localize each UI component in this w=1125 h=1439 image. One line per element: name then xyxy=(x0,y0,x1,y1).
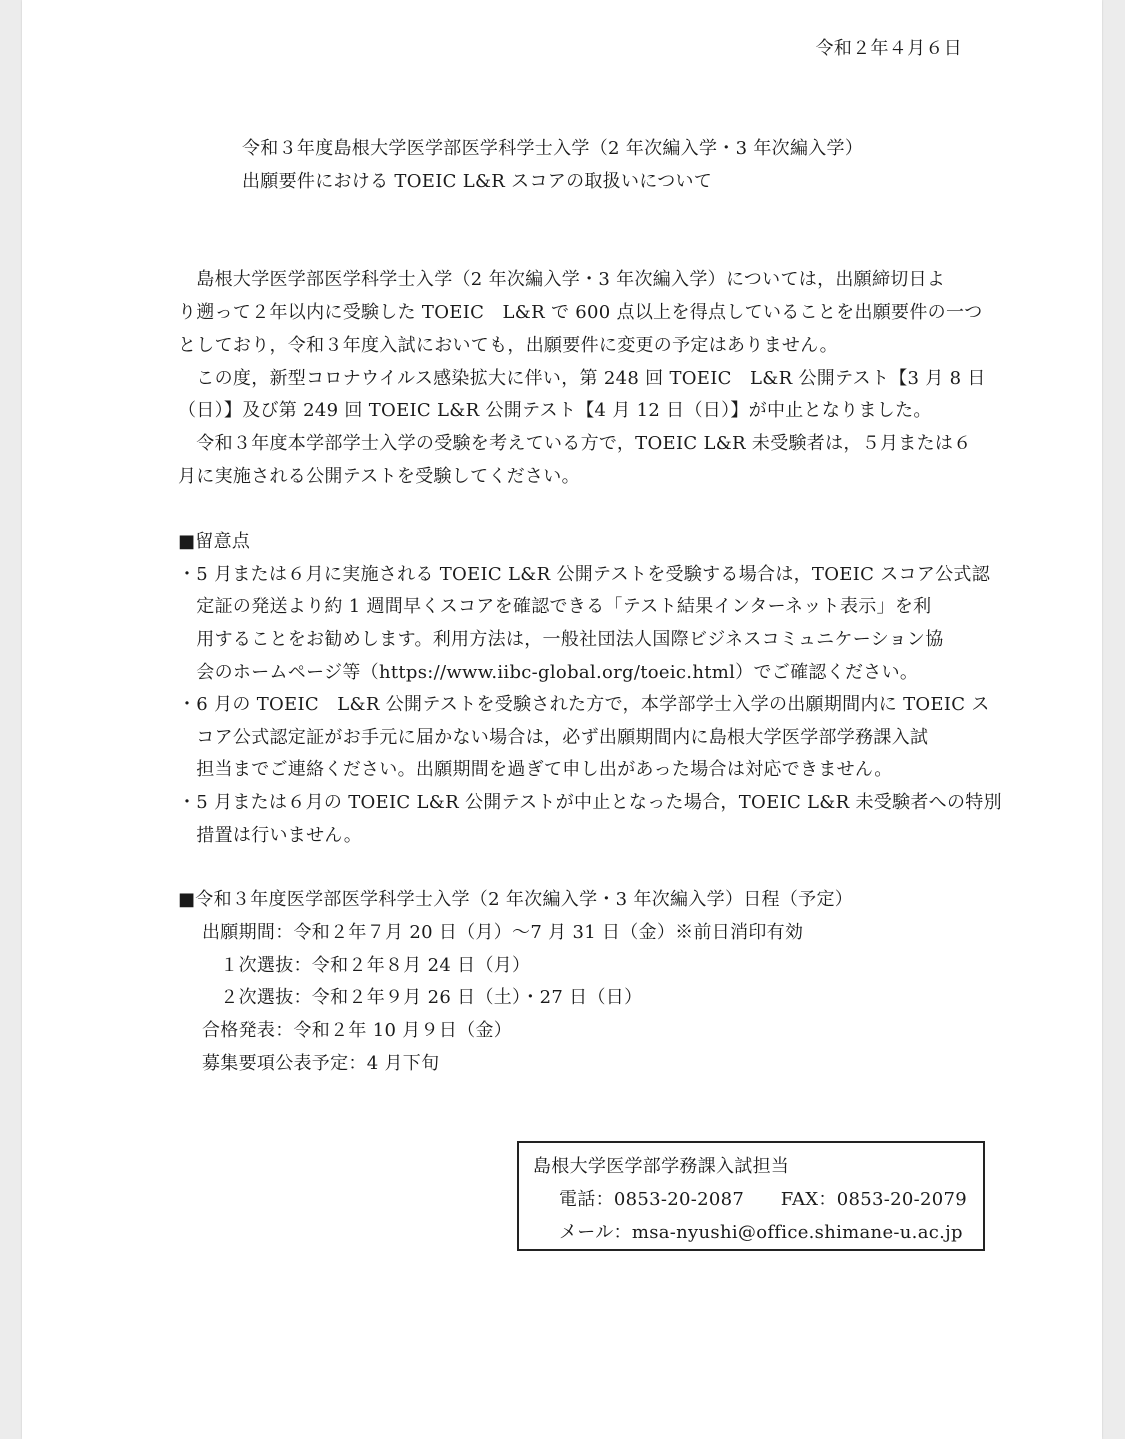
document-date: 令和２年４月６日 xyxy=(815,38,962,59)
body-line: （日）】及び第 249 回 TOEIC L&R 公開テスト【4 月 12 日（日）】が中止となりました。 xyxy=(178,400,932,421)
schedule-heading: ■令和３年度医学部医学科学士入学（2 年次編入学・3 年次編入学）日程（予定） xyxy=(178,889,854,910)
note-line: 会のホームページ等（https://www.iibc-global.org/toeic.html）でご確認ください。 xyxy=(178,662,919,683)
body-line: り遡って２年以内に受験した TOEIC L&R で 600 点以上を得点していることを出願要件の一つ xyxy=(178,302,983,323)
schedule-item: ２次選抜：令和２年９月 26 日（土）・27 日（日） xyxy=(202,987,643,1008)
note-line: 担当までご連絡ください。出願期間を過ぎて申し出があった場合は対応できません。 xyxy=(178,759,893,780)
note-line: 用することをお勧めします。利用方法は，一般社団法人国際ビジネスコミュニケーション協 xyxy=(178,629,944,650)
schedule-item: 募集要項公表予定：4 月下旬 xyxy=(202,1053,440,1074)
contact-box xyxy=(517,1141,985,1251)
body-line: 島根大学医学部医学科学士入学（2 年次編入学・3 年次編入学）については，出願締切日よ xyxy=(178,269,946,290)
schedule-item: １次選抜：令和２年８月 24 日（月） xyxy=(202,955,531,976)
body-line: 令和３年度本学部学士入学の受験を考えている方で，TOEIC L&R 未受験者は，５月または６ xyxy=(178,433,972,454)
contact-office: 島根大学医学部学務課入試担当 xyxy=(533,1156,790,1177)
contact-email[interactable]: メール：msa-nyushi@office.shimane-u.ac.jp xyxy=(559,1222,963,1243)
body-line: としており，令和３年度入試においても，出願要件に変更の予定はありません。 xyxy=(178,335,838,356)
notes-heading: ■留意点 xyxy=(178,531,251,552)
note-line: コア公式認定証がお手元に届かない場合は，必ず出願期間内に島根大学医学部学務課入試 xyxy=(178,727,929,748)
note-line: ・5 月または６月の TOEIC L&R 公開テストが中止となった場合，TOEIC L&R 未受験者への特別 xyxy=(178,792,1002,813)
contact-phone-fax: 電話：0853-20-2087 FAX：0853-20-2079 xyxy=(559,1189,968,1210)
note-line: 措置は行いません。 xyxy=(178,825,363,846)
schedule-item: 出願期間：令和２年７月 20 日（月）～7 月 31 日（金）※前日消印有効 xyxy=(202,922,804,943)
note-line: ・6 月の TOEIC L&R 公開テストを受験された方で，本学部学士入学の出願期間内に TOEIC ス xyxy=(178,694,990,715)
body-line: 月に実施される公開テストを受験してください。 xyxy=(178,466,580,487)
title-line-1: 令和３年度島根大学医学部医学科学士入学（2 年次編入学・3 年次編入学） xyxy=(242,138,864,159)
schedule-item: 合格発表：令和２年 10 月９日（金） xyxy=(202,1020,513,1041)
note-line: ・5 月または６月に実施される TOEIC L&R 公開テストを受験する場合は，TOEIC スコア公式認 xyxy=(178,564,991,585)
body-line: この度，新型コロナウイルス感染拡大に伴い，第 248 回 TOEIC L&R 公開テスト【3 月 8 日 xyxy=(178,368,986,389)
document-page xyxy=(22,0,1102,1439)
note-line: 定証の発送より約 1 週間早くスコアを確認できる「テスト結果インターネット表示」を利 xyxy=(178,596,932,617)
title-line-2: 出願要件における TOEIC L&R スコアの取扱いについて xyxy=(242,171,713,192)
